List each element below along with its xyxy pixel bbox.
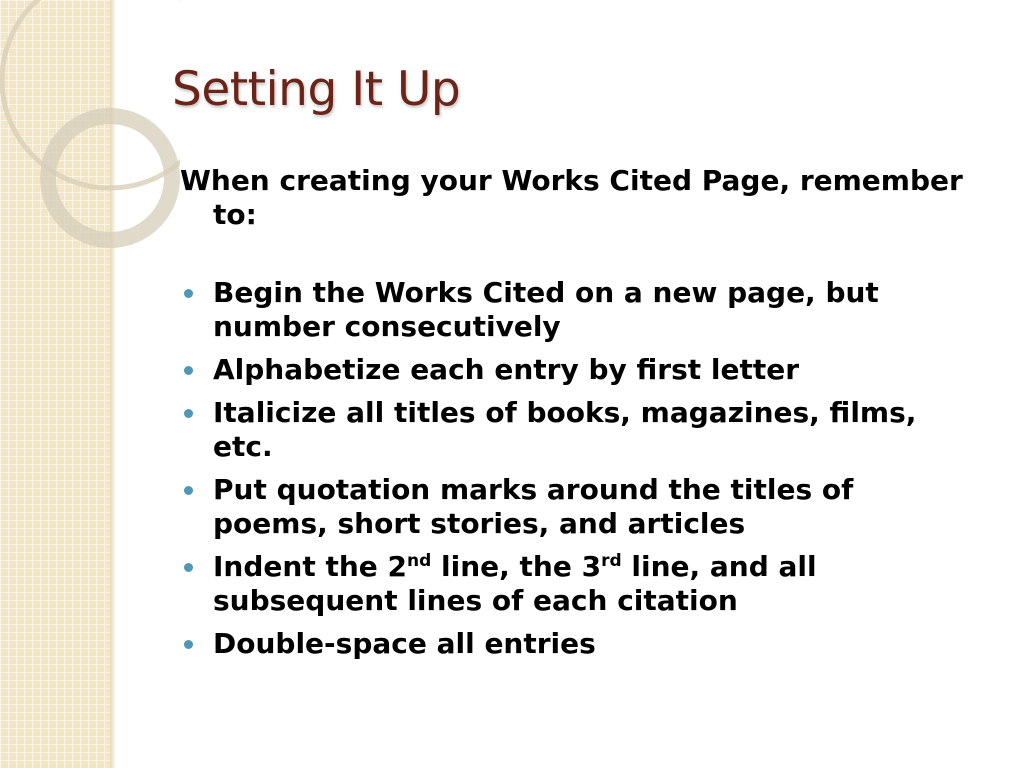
bullet-item-double-space xyxy=(180,627,970,661)
bullet-list xyxy=(180,276,970,661)
decorative-ring-large xyxy=(2,0,180,188)
bullet-item-italicize xyxy=(180,396,970,464)
bullet-text: Put quotation marks around the titles of poems, short stories, and articles xyxy=(213,473,854,540)
bullet-item-quotation-marks xyxy=(180,473,970,541)
bullet-text-part2: line, the 3 xyxy=(431,550,602,583)
bullet-text: Double-space all entries xyxy=(213,627,596,660)
bullet-dot-icon xyxy=(184,640,193,649)
bullet-text-part3: line, and all subsequent lines of each citation xyxy=(213,550,817,617)
bullet-item-indent xyxy=(180,550,970,618)
bullet-text: Italicize all titles of books, magazines, films, etc. xyxy=(213,396,917,463)
bullet-text: Begin the Works Cited on a new page, but number consecutively xyxy=(213,276,879,343)
bullet-dot-icon xyxy=(184,409,193,418)
bullet-dot-icon xyxy=(184,486,193,495)
ordinal-suffix-nd: nd xyxy=(407,551,432,571)
bullet-item-new-page xyxy=(180,276,970,344)
intro-text: When creating your Works Cited Page, remember to: xyxy=(180,164,963,231)
bullet-dot-icon xyxy=(184,366,193,375)
bullet-text: Alphabetize each entry by first letter xyxy=(213,353,800,386)
decorative-circles xyxy=(0,0,180,280)
bullet-item-alphabetize xyxy=(180,353,970,387)
bullet-dot-icon xyxy=(184,563,193,572)
bullet-text-part1: Indent the 2 xyxy=(213,550,407,583)
slide-title: Setting It Up xyxy=(172,62,461,117)
bullet-dot-icon xyxy=(184,289,193,298)
ordinal-suffix-rd: rd xyxy=(601,551,622,571)
slide-body xyxy=(180,164,970,670)
